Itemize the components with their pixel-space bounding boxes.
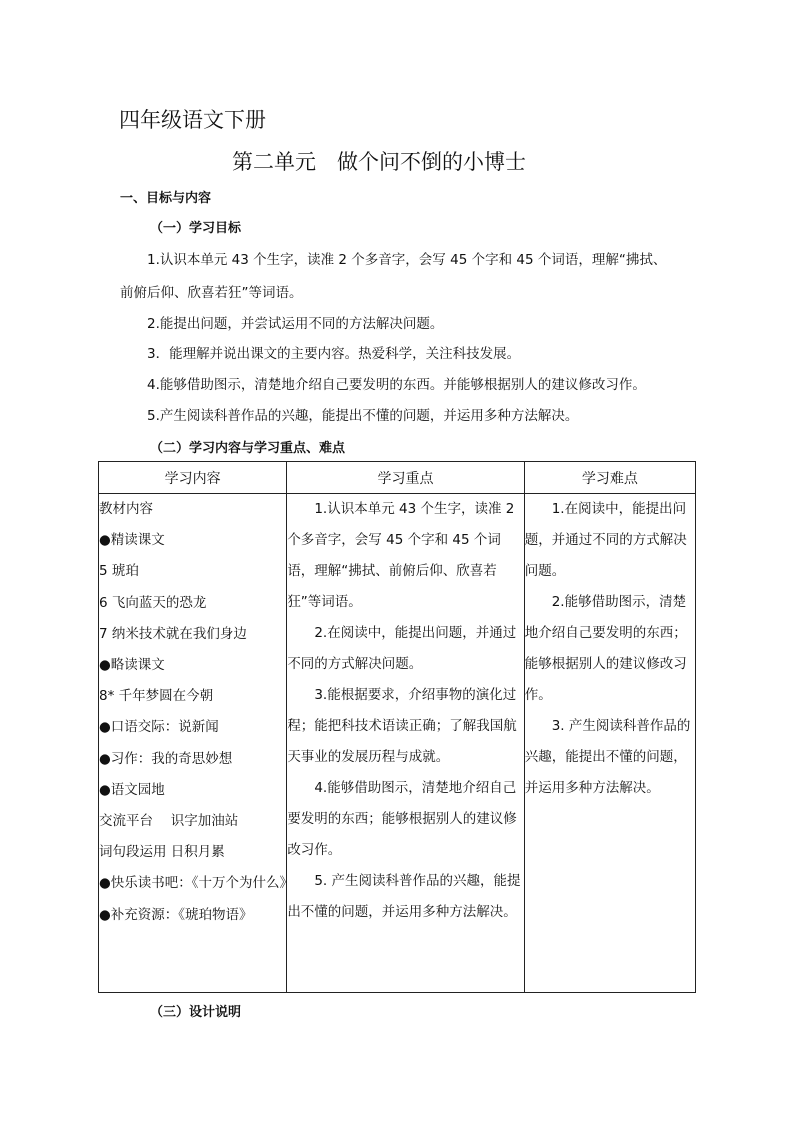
difficulty-3: 3. 产生阅读科普作品的兴趣，能提出不懂的问题，并运用多种方法解决。 <box>524 718 691 796</box>
list-item: ●精读课文 <box>99 532 165 549</box>
table-row <box>99 494 696 993</box>
list-item: 教材内容 <box>99 501 153 517</box>
key-points-cell <box>287 494 524 993</box>
header-key-points: 学习重点 <box>287 462 524 494</box>
list-item: ●补充资源：《琥珀物语》 <box>99 906 253 923</box>
content-table <box>98 461 696 993</box>
goal-5: 5.产生阅读科普作品的兴趣，能提出不懂的问题，并运用多种方法解决。 <box>147 408 579 424</box>
list-item: 7 纳米技术就在我们身边 <box>99 625 247 642</box>
list-item: ●略读课文 <box>99 657 165 674</box>
list-item: ●习作：我的奇思妙想 <box>99 750 233 767</box>
list-item: ●语文园地 <box>99 781 165 798</box>
difficulty-1: 1.在阅读中，能提出问题，并通过不同的方式解决问题。 <box>524 501 687 579</box>
difficulties-cell <box>524 494 695 993</box>
key-point-5: 5. 产生阅读科普作品的兴趣，能提出不懂的问题，并运用多种方法解决。 <box>287 873 521 920</box>
list-item: 8* 千年梦圆在今朝 <box>99 688 214 705</box>
list-item: ●口语交际：说新闻 <box>99 719 219 736</box>
key-point-3: 3.能根据要求，介绍事物的演化过程；能把科技术语读正确；了解我国航天事业的发展历程与成就。 <box>287 687 517 765</box>
list-item: 交流平台 识字加油站 <box>99 813 239 830</box>
learning-content-cell <box>99 494 294 993</box>
table-header-row <box>99 462 696 494</box>
goal-1-line-2: 前俯后仰、欣喜若狂”等词语。 <box>120 285 303 301</box>
list-item: 5 琥珀 <box>99 563 139 580</box>
header-difficulties: 学习难点 <box>524 462 695 494</box>
document-grade-title: 四年级语文下册 <box>119 108 266 132</box>
list-item: 词句段运用 日积月累 <box>99 844 225 861</box>
goal-4: 4.能够借助图示，清楚地介绍自己要发明的东西。并能够根据别人的建议修改习作。 <box>147 377 646 393</box>
difficulty-2: 2.能够借助图示，清楚地介绍自己要发明的东西；能够根据别人的建议修改习作。 <box>524 594 687 703</box>
section-heading-goals-content: 一、目标与内容 <box>120 191 212 206</box>
goal-2: 2.能提出问题，并尝试运用不同的方法解决问题。 <box>147 316 444 332</box>
learning-goals-heading: （一）学习目标 <box>150 221 242 236</box>
header-learning-content: 学习内容 <box>99 462 287 494</box>
goal-3: 3．能理解并说出课文的主要内容。热爱科学，关注科技发展。 <box>147 346 521 362</box>
key-point-2: 2.在阅读中，能提出问题，并通过不同的方式解决问题。 <box>287 625 517 672</box>
list-item: 6 飞向蓝天的恐龙 <box>99 594 207 611</box>
unit-title: 第二单元 做个问不倒的小博士 <box>232 150 526 174</box>
design-notes-heading: （三）设计说明 <box>150 1005 242 1020</box>
goal-1-line-1: 1.认识本单元 43 个生字，读准 2 个多音字，会写 45 个字和 45 个词语，理解“拂拭、 <box>147 252 667 268</box>
key-point-4: 4.能够借助图示，清楚地介绍自己要发明的东西；能够根据别人的建议修改习作。 <box>287 780 517 858</box>
key-point-1: 1.认识本单元 43 个生字，读准 2 个多音字，会写 45 个字和 45 个词语，理解“拂拭、前俯后仰、欣喜若狂”等词语。 <box>287 501 515 610</box>
list-item: ●快乐读书吧：《十万个为什么》 <box>99 875 294 892</box>
content-key-points-heading: （二）学习内容与学习重点、难点 <box>150 441 346 456</box>
